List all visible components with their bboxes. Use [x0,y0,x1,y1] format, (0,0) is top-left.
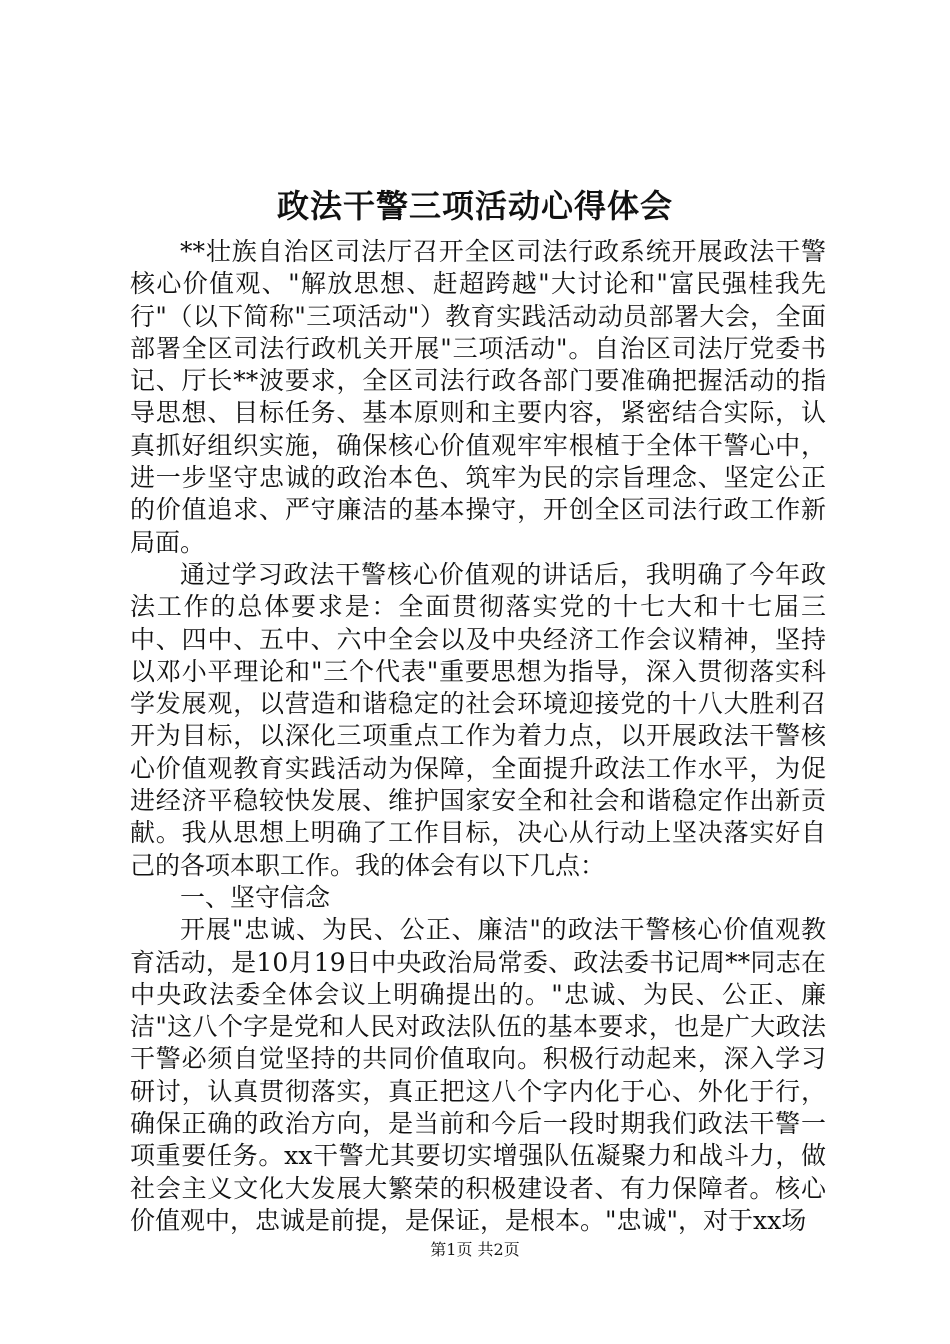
document-body [130,236,826,1237]
paragraph-requirements: 通过学习政法干警核心价值观的讲话后，我明确了今年政法工作的总体要求是：全面贯彻落实党的十七大和十七届三中、四中、五中、六中全会以及中央经济工作会议精神，坚持以邓小平理论和"三个代表"重要思想为指导，深入贯彻落实科学发展观，以营造和谐稳定的社会环境迎接党的十八大胜利召开为目标，以深化三项重点工作为着力点，以开展政法干警核心价值观教育实践活动为保障，全面提升政法工作水平，为促进经济平稳较快发展、维护国家安全和社会和谐稳定作出新贡献。我从思想上明确了工作目标，决心从行动上坚决落实好自己的各项本职工作。我的体会有以下几点： [130,559,826,880]
section-heading: 一、坚守信念 [180,882,331,912]
paragraph-intro: **壮族自治区司法厅召开全区司法行政系统开展政法干警核心价值观、"解放思想、赶超跨越"大讨论和"富民强桂我先行"（以下简称"三项活动"）教育实践活动动员部署大会，全面部署全区司法行政机关开展"三项活动"。自治区司法厅党委书记、厅长**波要求，全区司法行政各部门要准确把握活动的指导思想、目标任务、基本原则和主要内容，紧密结合实际，认真抓好组织实施，确保核心价值观牢牢根植于全体干警心中，进一步坚守忠诚的政治本色、筑牢为民的宗旨理念、坚定公正的价值追求、严守廉洁的基本操守，开创全区司法行政工作新局面。 [130,237,826,557]
page-title: 政法干警三项活动心得体会 [276,187,673,225]
page-footer: 第1页 共2页 [430,1240,520,1259]
paragraph-section-one: 开展"忠诚、为民、公正、廉洁"的政法干警核心价值观教育活动，是10月19日中央政治局常委、政法委书记周**同志在中央政法委全体会议上明确提出的。"忠诚、为民、公正、廉洁"这八个字是党和人民对政法队伍的基本要求，也是广大政法干警必须自觉坚持的共同价值取向。积极行动起来，深入学习研讨，认真贯彻落实，真正把这八个字内化于心、外化于行，确保正确的政治方向，是当前和今后一段时期我们政法干警一项重要任务。xx干警尤其要切实增强队伍凝聚力和战斗力，做社会主义文化大发展大繁荣的积极建设者、有力保障者。核心价值观中，忠诚是前提，是保证，是根本。"忠诚"，对于xx场 [130,915,826,1235]
